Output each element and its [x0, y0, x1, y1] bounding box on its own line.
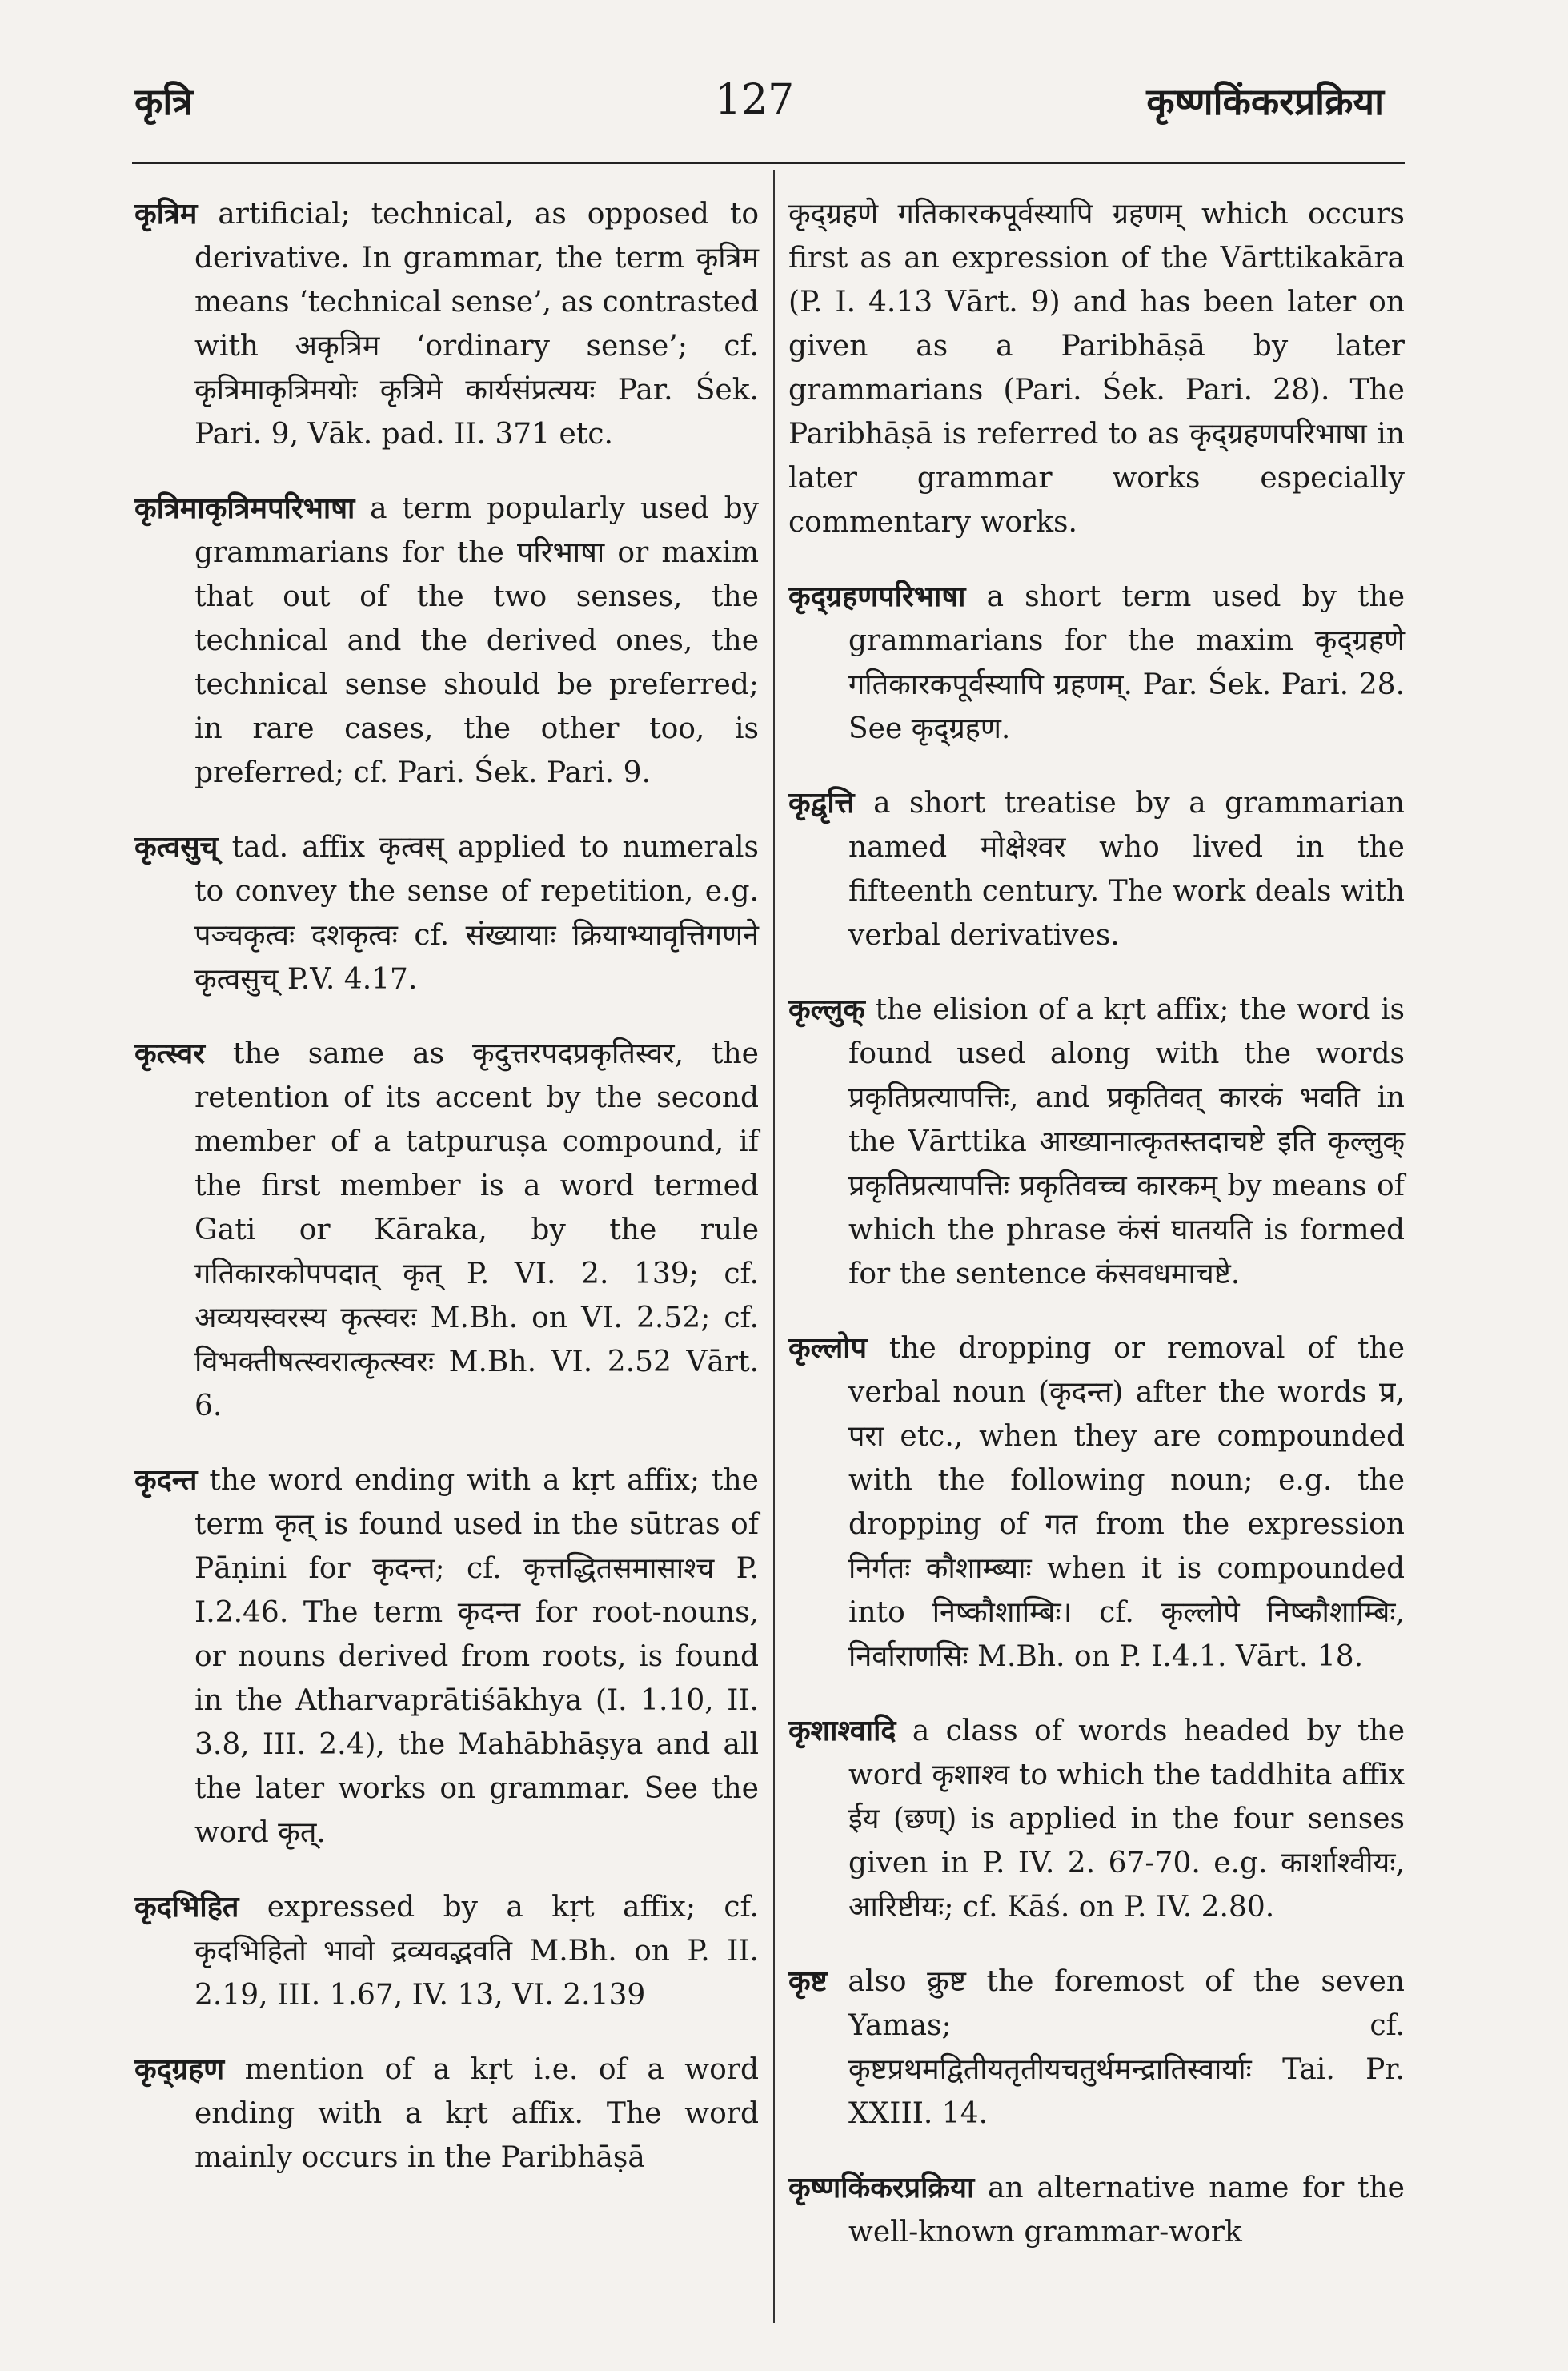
column-divider — [773, 170, 775, 2323]
dictionary-entry — [788, 781, 1405, 957]
dictionary-entry — [788, 988, 1405, 1296]
entry-definition: a class of words headed by the word कृशाश्व to which the taddhita affix ईय (छण्) is applied in the four senses given in P. IV. 2. 67-70. e.g. कार्शाश्वीयः, आरिष्टीयः; cf. Kāś. on P. IV. 2.80. — [848, 1715, 1405, 1924]
entry-definition: artificial; technical, as opposed to derivative. In grammar, the term कृत्रिम means ‘technical sense’, as contrasted with अकृत्रिम ‘ordinary sense’; cf. कृत्रिमाकृत्रिमयोः कृत्रिमे कार्यसंप्रत्ययः Par. Śek. Pari. 9, Vāk. pad. II. 371 etc. — [194, 198, 759, 451]
entry-definition: the same as कृदुत्तरपदप्रकृतिस्वर, the retention of its accent by the second member of a tatpuruṣa compound, if the first member is a word termed Gati or Kāraka, by the rule गतिकारकोपपदात् कृत् P. VI. 2. 139; cf. अव्ययस्वरस्य कृत्स्वरः M.Bh. on VI. 2.52; cf. विभक्तीषत्स्वरात्कृत्स्वरः M.Bh. VI. 2.52 Vārt. 6. — [194, 1037, 759, 1422]
entry-definition: also क्रुष्ट the foremost of the seven Yamas; cf. कृष्टप्रथमद्वितीयतृतीयचतुर्थमन्द्रातिस्वार्याः Tai. Pr. XXIII. 14. — [848, 1965, 1405, 2130]
dictionary-entry — [134, 487, 759, 795]
right-column — [788, 192, 1405, 2285]
dictionary-entry — [134, 825, 759, 1001]
entry-definition: a short term used by the grammarians for the maxim कृद्ग्रहणे गतिकारकपूर्वस्यापि ग्रहणम्. Par. Śek. Pari. 28. See कृद्ग्रहण. — [848, 580, 1406, 745]
dictionary-entry — [134, 1885, 759, 2017]
header-right-guideword: कृष्णकिंकरप्रक्रिया — [1146, 80, 1384, 123]
entry-definition: tad. affix कृत्वस् applied to numerals to convey the sense of repetition, e.g. पञ्चकृत्वः दशकृत्वः cf. संख्यायाः क्रियाभ्यावृत्तिगणने कृत्वसुच् P.V. 4.17. — [194, 831, 760, 996]
dictionary-entry — [788, 1326, 1405, 1679]
page-number: 127 — [715, 76, 795, 124]
header-rule — [132, 162, 1405, 164]
dictionary-entry — [134, 1458, 759, 1855]
entry-definition: कृद्ग्रहणे गतिकारकपूर्वस्यापि ग्रहणम् which occurs first as an expression of the Vārttikakāra (P. I. 4.13 Vārt. 9) and has been later on given as a Paribhāṣā by later grammarians (Pari. Śek. Pari. 28). The Paribhāṣā is referred to as कृद्ग्रहणपरिभाषा in later grammar works especially commentary works. — [788, 198, 1405, 539]
entry-definition: the dropping or removal of the verbal noun (कृदन्त) after the words प्र, परा etc., when they are compounded with the following noun; e.g. the dropping of गत from the expression निर्गतः कौशाम्ब्याः when it is compounded into निष्कौशाम्बिः। cf. कृल्लोपे निष्कौशाम्बिः, निर्वाराणसिः M.Bh. on P. I.4.1. Vārt. 18. — [848, 1332, 1405, 1673]
entry-headword: कृशाश्वादि — [788, 1714, 896, 1747]
entry-headword: कृष्ट — [788, 1964, 828, 1998]
entry-definition: the word ending with a kṛt affix; the term कृत् is found used in the sūtras of Pāṇini for कृदन्त; cf. कृत्तद्धितसमासाश्च P. I.2.46. The term कृदन्त for root-nouns, or nouns derived from roots, is found in the Atharvaprātiśākhya (I. 1.10, II. 3.8, III. 2.4), the Mahābhāṣya and all the later works on grammar. See the word कृत्. — [194, 1464, 759, 1849]
entry-definition: a short treatise by a grammarian named मोक्षेश्वर who lived in the fifteenth century. The work deals with verbal derivatives. — [848, 787, 1405, 952]
entry-headword: कृत्वसुच् — [134, 830, 219, 864]
entry-headword: कृष्णकिंकरप्रक्रिया — [788, 2171, 975, 2205]
entry-headword: कृत्रिम — [134, 197, 198, 231]
header-left-guideword: कृत्रि — [134, 80, 193, 123]
entry-headword: कृद्ग्रहण — [134, 2052, 225, 2086]
entry-headword: कृद्वृत्ति — [788, 786, 855, 820]
entry-definition: an alternative name for the well-known grammar-work — [848, 2172, 1405, 2249]
entry-headword: कृदभिहित — [134, 1890, 239, 1924]
dictionary-entry — [788, 575, 1405, 751]
dictionary-entry — [134, 1032, 759, 1428]
entry-definition: mention of a kṛt i.e. of a word ending with a kṛt affix. The word mainly occurs in the Paribhāṣā — [194, 2053, 759, 2174]
entry-headword: कृल्लोप — [788, 1331, 868, 1365]
dictionary-entry — [134, 2048, 759, 2180]
entry-definition: expressed by a kṛt affix; cf. कृदभिहितो भावो द्रव्यवद्भवति M.Bh. on P. II. 2.19, III. 1.67, IV. 13, VI. 2.139 — [194, 1891, 759, 2012]
dictionary-entry — [788, 2166, 1405, 2254]
dictionary-entry — [788, 1960, 1405, 2136]
entry-definition: a term popularly used by grammarians for the परिभाषा or maxim that out of the two senses, the technical and the derived ones, the technical sense should be preferred; in rare cases, the other too, is preferred; cf. Pari. Śek. Pari. 9. — [194, 492, 759, 789]
left-column — [134, 192, 759, 2210]
entry-headword: कृत्रिमाकृत्रिमपरिभाषा — [134, 491, 355, 525]
dictionary-entry — [134, 192, 759, 456]
entry-headword: कृल्लुक् — [788, 993, 865, 1026]
entry-definition: the elision of a kṛt affix; the word is found used along with the words प्रकृतिप्रत्यापत्तिः, and प्रकृतिवत् कारकं भवति in the Vārttika आख्यानात्कृतस्तदाचष्टे इति कृल्लुक् प्रकृतिप्रत्यापत्तिः प्रकृतिवच्च कारकम् by means of which the phrase कंसं घातयति is formed for the sentence कंसवधमाचष्टे. — [848, 993, 1405, 1290]
entry-headword: कृत्स्वर — [134, 1037, 205, 1070]
entry-headword: कृद्ग्रहणपरिभाषा — [788, 580, 966, 613]
dictionary-entry — [788, 1709, 1405, 1929]
entry-headword: कृदन्त — [134, 1463, 198, 1497]
dictionary-entry — [788, 192, 1405, 544]
